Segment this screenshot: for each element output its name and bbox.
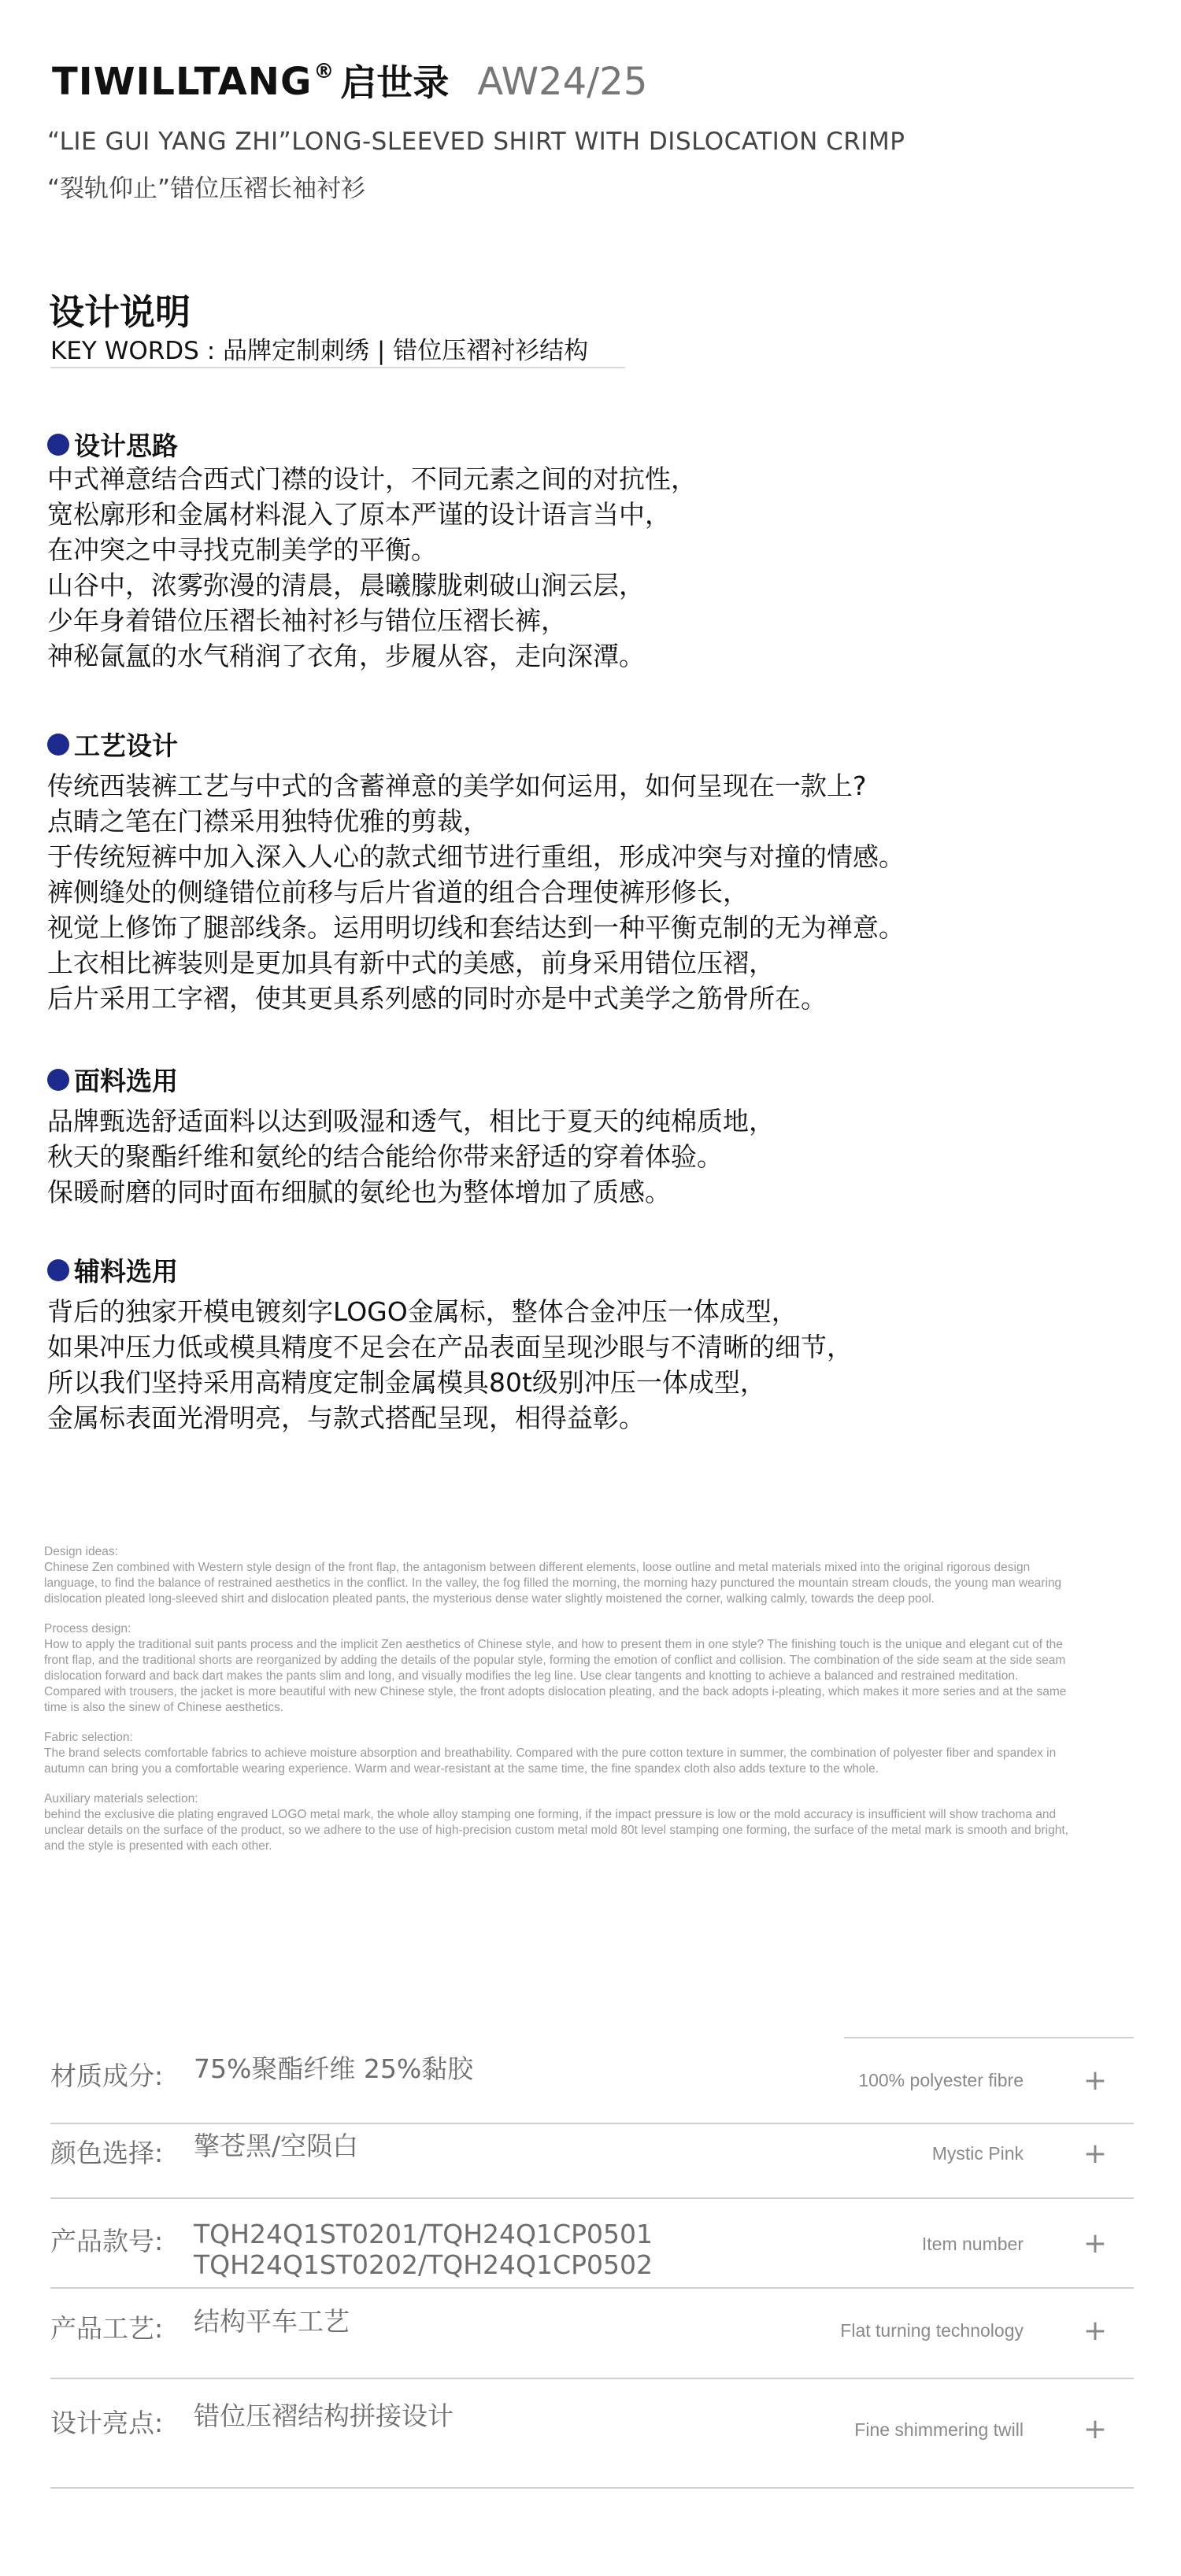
english-paragraph-text: Chinese Zen combined with Western style design of the front flap, the antagonism between different elements, loose outline and metal materials mixed into the original rigorous design language, to find the balance of restrained aesthetics in the conflict. In the valley, the fog filled the morning, the morning hazy punctured the mountain stream clouds, the young man wearing dislocation pleated long-sleeved shirt and dislocation pleated pants, the mysterious dense water slightly moistened the corner, walking calmly, towards the deep pool. — [44, 1561, 1062, 1606]
section-title-design-ideas — [47, 426, 178, 463]
section-title-text: 设计思路 — [74, 431, 178, 461]
spec-technology-label: 产品工艺: — [50, 2313, 164, 2344]
spec-technology-value: 结构平车工艺 — [194, 2306, 350, 2337]
english-paragraph-title: Process design: — [44, 1622, 131, 1635]
section-title-process — [47, 726, 178, 763]
body-line: 在冲突之中寻找克制美学的平衡。 — [47, 534, 437, 565]
body-line: 于传统短裤中加入深入人心的款式细节进行重组，形成冲突与对撞的情感。 — [47, 841, 905, 872]
english-paragraph-text: The brand selects comfortable fabrics to achieve moisture absorption and breathability. Compared with the pure cotton texture in summer, the combination of polyester fiber and spandex in autumn can bring you a comfortable wearing experience. Warm and wear-resistant at the same time, the fine spandex cloth also adds texture to the whole. — [44, 1746, 1057, 1776]
section-title-text: 面料选用 — [74, 1066, 178, 1096]
spec-item-number-expand-button[interactable]: + — [1083, 2227, 1108, 2260]
spec-technology-english: Flat turning technology — [840, 2320, 1024, 2341]
spec-highlight-label: 设计亮点: — [50, 2408, 164, 2438]
english-paragraph-title: Fabric selection: — [44, 1731, 133, 1744]
section-body-design-ideas — [47, 461, 697, 674]
english-paragraph-text: How to apply the traditional suit pants process and the implicit Zen aesthetics of Chinese style, and how to present them in one style? The finishing touch is the unique and elegant cut of the front flap, and the traditional shorts are reorganized by adding the details of the popular style, forming the emotion of conflict and collision. The combination of the side seam at the side seam dislocation forward and back dart makes the pants slim and long, and visually modifies the leg line. Use clear tangents and knotting to achieve a balanced and restrained meditation. Compared with trousers, the jacket is more beautiful with new Chinese style, the front adopts dislocation pleating, and the back adopts i-pleating, which makes it more series and at the same time is also the sinew of Chinese aesthetics. — [44, 1638, 1067, 1714]
body-line: 秋天的聚酯纤维和氨纶的结合能给你带来舒适的穿着体验。 — [47, 1141, 723, 1172]
design-heading: 设计说明 — [49, 291, 191, 333]
registered-mark: ® — [313, 60, 335, 83]
body-line: 所以我们坚持采用高精度定制金属模具80t级别冲压一体成型， — [47, 1367, 766, 1398]
spec-highlight-expand-button[interactable]: + — [1083, 2413, 1108, 2445]
english-paragraph — [44, 1791, 1075, 1854]
english-paragraph-text: behind the exclusive die plating engraved LOGO metal mark, the whole alloy stamping one forming, if the impact pressure is low or the mold accuracy is insufficient will show trachoma and unclear details on the surface of the product, so we adhere to the use of high-precision custom metal mold 80t level stamping one forming, the surface of the metal mark is smooth and bright, and the style is presented with each other. — [44, 1808, 1068, 1853]
english-translation — [44, 1544, 1075, 1868]
brand-logo-latin: TIWILLTANG — [52, 60, 313, 104]
body-line: 裤侧缝处的侧缝错位前移与后片省道的组合合理使裤形修长， — [47, 877, 749, 907]
spec-divider — [50, 2378, 1134, 2379]
bullet-dot-icon — [47, 1259, 69, 1281]
product-title-chinese: “裂轨仰止”错位压褶长袖衬衫 — [47, 175, 366, 203]
brand-header — [52, 46, 648, 104]
spec-color-value: 擎苍黑/空陨白 — [194, 2131, 359, 2161]
spec-material-expand-button[interactable]: + — [1083, 2064, 1108, 2097]
section-body-process — [47, 768, 905, 1016]
section-title-text: 辅料选用 — [74, 1256, 178, 1287]
body-line: 少年身着错位压褶长袖衬衫与错位压褶长裤， — [47, 605, 567, 636]
section-body-fabric — [47, 1103, 775, 1210]
spec-bottom-divider — [50, 2487, 1134, 2489]
spec-color-expand-button[interactable]: + — [1083, 2138, 1108, 2170]
spec-divider — [50, 2123, 1134, 2124]
spec-color-label: 颜色选择: — [50, 2138, 164, 2168]
body-line: 如果冲压力低或模具精度不足会在产品表面呈现沙眼与不清晰的细节， — [47, 1332, 853, 1362]
spec-material-value: 75%聚酯纤维 25%黏胶 — [194, 2053, 474, 2084]
bullet-dot-icon — [47, 734, 69, 756]
section-title-text: 工艺设计 — [74, 730, 178, 761]
body-line: 宽松廓形和金属材料混入了原本严谨的设计语言当中， — [47, 499, 671, 530]
spec-technology-expand-button[interactable]: + — [1083, 2315, 1108, 2347]
spec-top-divider — [844, 2037, 1134, 2038]
body-line: 视觉上修饰了腿部线条。运用明切线和套结达到一种平衡克制的无为禅意。 — [47, 912, 905, 943]
body-line: 后片采用工字褶，使其更具系列感的同时亦是中式美学之筋骨所在。 — [47, 983, 827, 1014]
body-line: 上衣相比裤装则是更加具有新中式的美感，前身采用错位压褶， — [47, 948, 775, 978]
section-title-fabric — [47, 1061, 178, 1098]
spec-material-label: 材质成分: — [50, 2060, 164, 2091]
english-paragraph — [44, 1621, 1075, 1716]
body-line: 神秘氤氲的水气稍润了衣角，步履从容，走向深潭。 — [47, 641, 645, 671]
body-line: 传统西装裤工艺与中式的含蓄禅意的美学如何运用，如何呈现在一款上? — [47, 771, 867, 801]
spec-divider — [50, 2197, 1134, 2199]
bullet-dot-icon — [47, 1069, 69, 1091]
keywords-divider — [50, 367, 625, 368]
spec-item-number-value-second: TQH24Q1ST0202/TQH24Q1CP0502 — [194, 2249, 653, 2280]
spec-item-number-label: 产品款号: — [50, 2226, 164, 2256]
section-title-auxiliary — [47, 1251, 178, 1288]
body-line: 山谷中，浓雾弥漫的清晨，晨曦朦胧刺破山涧云层， — [47, 570, 645, 601]
body-line: 品牌甄选舒适面料以达到吸湿和透气，相比于夏天的纯棉质地， — [47, 1106, 775, 1136]
english-paragraph-title: Design ideas: — [44, 1545, 118, 1558]
spec-highlight-english: Fine shimmering twill — [854, 2419, 1024, 2440]
english-paragraph — [44, 1544, 1075, 1607]
brand-logo-chinese: 启世录 — [340, 61, 450, 104]
spec-material-english: 100% polyester fibre — [858, 2070, 1024, 2090]
spec-color-english: Mystic Pink — [931, 2143, 1024, 2164]
bullet-dot-icon — [47, 434, 69, 456]
body-line: 保暖耐磨的同时面布细腻的氨纶也为整体增加了质感。 — [47, 1177, 671, 1207]
product-title-english: “LIE GUI YANG ZHI”LONG-SLEEVED SHIRT WITH DISLOCATION CRIMP — [47, 128, 905, 156]
english-paragraph — [44, 1730, 1075, 1777]
body-line: 中式禅意结合西式门襟的设计，不同元素之间的对抗性， — [47, 464, 697, 494]
body-line: 金属标表面光滑明亮，与款式搭配呈现，相得益彰。 — [47, 1403, 645, 1433]
body-line: 点睛之笔在门襟采用独特优雅的剪裁， — [47, 806, 489, 837]
english-paragraph-title: Auxiliary materials selection: — [44, 1792, 198, 1805]
season-label: AW24/25 — [477, 60, 648, 104]
keywords-line: KEY WORDS : 品牌定制刺绣 | 错位压褶衬衫结构 — [50, 337, 589, 365]
spec-highlight-value: 错位压褶结构拼接设计 — [194, 2400, 454, 2431]
section-body-auxiliary — [47, 1294, 853, 1436]
spec-item-number-value: TQH24Q1ST0201/TQH24Q1CP0501 — [194, 2219, 653, 2249]
body-line: 背后的独家开模电镀刻字LOGO金属标，整体合金冲压一体成型， — [47, 1296, 798, 1327]
spec-divider — [50, 2287, 1134, 2289]
spec-item-number-english: Item number — [921, 2234, 1024, 2254]
